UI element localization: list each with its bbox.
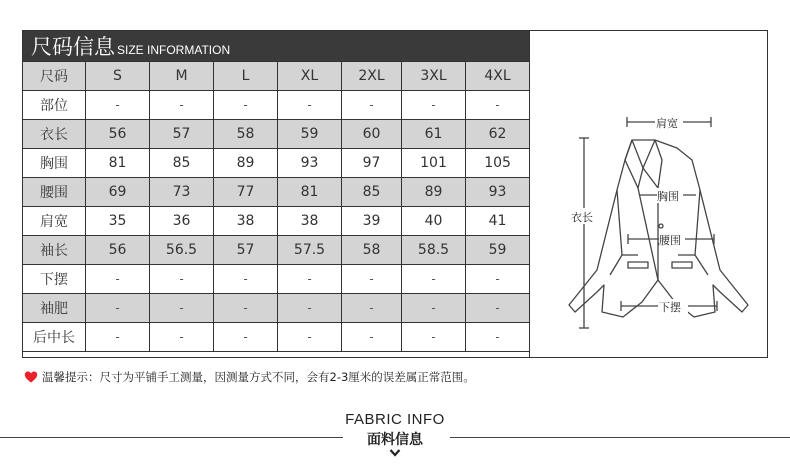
- table-row: [23, 149, 530, 178]
- table-cell: 60: [342, 120, 402, 149]
- table-cell: -: [402, 323, 466, 352]
- size-cell: XL: [278, 62, 342, 91]
- chest-label: 胸围: [657, 190, 679, 203]
- table-cell: 97: [342, 149, 402, 178]
- table-cell: -: [342, 323, 402, 352]
- table-row: [23, 178, 530, 207]
- fabric-title-cn: 面料信息: [367, 432, 423, 448]
- table-cell: 81: [278, 178, 342, 207]
- table-cell: 38: [278, 207, 342, 236]
- table-cell: 56: [86, 236, 150, 265]
- row-label: 腰围: [23, 178, 86, 207]
- table-cell: 57: [150, 120, 214, 149]
- table-cell: 61: [402, 120, 466, 149]
- row-label: 后中长: [23, 323, 86, 352]
- table-cell: 59: [466, 236, 530, 265]
- table-row: [23, 294, 530, 323]
- table-cell: 77: [214, 178, 278, 207]
- table-cell: -: [150, 323, 214, 352]
- table-cell: -: [150, 265, 214, 294]
- table-cell: -: [86, 265, 150, 294]
- table-cell: 89: [214, 149, 278, 178]
- table-cell: -: [86, 323, 150, 352]
- table-row: [23, 236, 530, 265]
- table-row: [23, 120, 530, 149]
- table-cell: -: [402, 265, 466, 294]
- size-cell: 3XL: [402, 62, 466, 91]
- table-cell: -: [278, 294, 342, 323]
- table-cell: 58: [214, 120, 278, 149]
- length-label: 衣长: [571, 211, 593, 224]
- table-cell: -: [342, 294, 402, 323]
- table-cell: 89: [402, 178, 466, 207]
- row-label: 下摆: [23, 265, 86, 294]
- table-cell: -: [86, 91, 150, 120]
- table-cell: -: [86, 294, 150, 323]
- fabric-title-en: FABRIC INFO: [345, 411, 445, 428]
- table-cell: -: [342, 91, 402, 120]
- size-cell: M: [150, 62, 214, 91]
- table-row: [23, 323, 530, 352]
- size-cell: 4XL: [466, 62, 530, 91]
- table-cell: 85: [342, 178, 402, 207]
- table-cell: 56: [86, 120, 150, 149]
- jacket-measurement-diagram: [529, 30, 768, 358]
- row-label: 袖肥: [23, 294, 86, 323]
- tip-text: 温馨提示：尺寸为平铺手工测量，因测量方式不同，会有2-3厘米的误差属正常范围。: [42, 370, 475, 384]
- table-cell: -: [214, 323, 278, 352]
- table-cell: 73: [150, 178, 214, 207]
- title-cn: 尺码信息: [31, 35, 115, 59]
- table-cell: -: [342, 265, 402, 294]
- table-cell: -: [466, 294, 530, 323]
- table-cell: 38: [214, 207, 278, 236]
- size-cell: S: [86, 62, 150, 91]
- table-row: [23, 265, 530, 294]
- table-cell: -: [466, 265, 530, 294]
- table-cell: 39: [342, 207, 402, 236]
- size-cell: L: [214, 62, 278, 91]
- waist-label: 腰围: [659, 234, 681, 247]
- table-cell: -: [214, 294, 278, 323]
- table-cell: -: [278, 323, 342, 352]
- table-cell: -: [466, 323, 530, 352]
- table-cell: 36: [150, 207, 214, 236]
- table-cell: 58.5: [402, 236, 466, 265]
- table-cell: 41: [466, 207, 530, 236]
- table-row: [23, 91, 530, 120]
- table-cell: 56.5: [150, 236, 214, 265]
- row-label: 部位: [23, 91, 86, 120]
- table-cell: 62: [466, 120, 530, 149]
- table-cell: 57.5: [278, 236, 342, 265]
- table-cell: -: [466, 91, 530, 120]
- table-cell: 81: [86, 149, 150, 178]
- table-cell: -: [402, 91, 466, 120]
- size-table: [22, 30, 530, 352]
- row-label: 衣长: [23, 120, 86, 149]
- table-cell: 57: [214, 236, 278, 265]
- heart-icon: [24, 370, 38, 384]
- table-cell: 40: [402, 207, 466, 236]
- sizing-tip: [24, 369, 475, 385]
- table-cell: 93: [278, 149, 342, 178]
- table-cell: 93: [466, 178, 530, 207]
- table-cell: -: [214, 91, 278, 120]
- jacket-illustration: [530, 30, 768, 357]
- table-cell: 59: [278, 120, 342, 149]
- header-label: 尺码: [23, 62, 86, 91]
- title-en: SIZE INFORMATION: [117, 43, 231, 57]
- table-cell: -: [150, 91, 214, 120]
- table-row: [23, 207, 530, 236]
- table-cell: 85: [150, 149, 214, 178]
- table-cell: 101: [402, 149, 466, 178]
- row-label: 袖长: [23, 236, 86, 265]
- table-cell: -: [278, 91, 342, 120]
- table-cell: 58: [342, 236, 402, 265]
- table-cell: -: [150, 294, 214, 323]
- table-cell: -: [278, 265, 342, 294]
- section-title: [23, 31, 530, 62]
- fabric-info-header: [0, 408, 790, 468]
- row-label: 肩宽: [23, 207, 86, 236]
- table-cell: -: [402, 294, 466, 323]
- table-cell: 105: [466, 149, 530, 178]
- chevron-down-icon: [389, 448, 401, 458]
- hem-label: 下摆: [659, 301, 681, 314]
- table-cell: 35: [86, 207, 150, 236]
- table-cell: 69: [86, 178, 150, 207]
- size-cell: 2XL: [342, 62, 402, 91]
- table-cell: -: [214, 265, 278, 294]
- size-header-row: [23, 62, 530, 91]
- row-label: 胸围: [23, 149, 86, 178]
- shoulder-label: 肩宽: [656, 117, 678, 130]
